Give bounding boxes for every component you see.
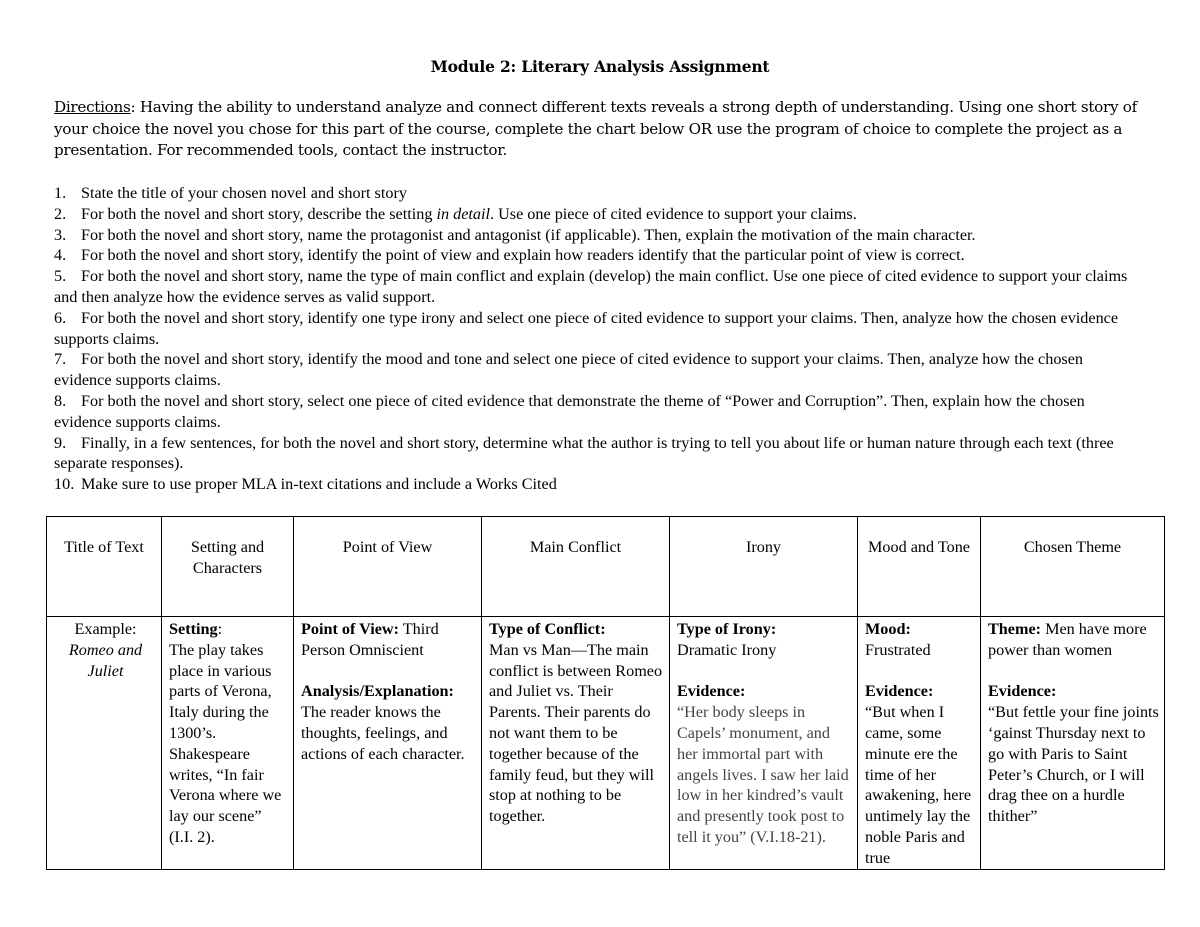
cell-irony (670, 617, 858, 870)
setting-label: Setting (169, 620, 218, 638)
list-item (54, 183, 1144, 204)
list-text: For both the novel and short story, name the protagonist and antagonist (if applicable). Then, explain the motivation of the main character. (81, 225, 976, 244)
list-text: For both the novel and short story, identify the mood and tone and select one piece of cited evidence to support your claims. Then, analyze how the chosen evidence supports claims. (54, 350, 1083, 390)
list-text-emphasis: in detail (436, 204, 490, 223)
page-title: Module 2: Literary Analysis Assignment (430, 57, 770, 76)
list-text: . Use one piece of cited evidence to support your claims. (489, 204, 857, 223)
mood-label: Mood: (865, 620, 911, 638)
column-header-mood-tone: Mood and Tone (858, 517, 981, 617)
directions-label: Directions (54, 98, 131, 116)
table-row (47, 617, 1165, 870)
list-number: 5. (54, 267, 67, 286)
list-text: For both the novel and short story, name the type of main conflict and explain (develop) the main conflict. Use one piece of cited evidence to support your claims and then analyze how the evidence serves as valid support. (54, 267, 1128, 306)
list-number: 7. (54, 350, 67, 369)
list-item (54, 349, 1144, 391)
example-label: Example: (74, 620, 137, 638)
column-header-main-conflict: Main Conflict (482, 517, 670, 617)
list-number: 4. (54, 246, 67, 265)
mood-value: Frustrated (865, 640, 931, 659)
pov-analysis-text: The reader knows the thoughts, feelings, and actions of each character. (301, 703, 465, 763)
cell-point-of-view (294, 617, 482, 870)
mood-evidence-label: Evidence: (865, 682, 934, 701)
irony-evidence-text: “Her body sleeps in Capels’ monument, and her immortal part with angels lives. I saw her laid low in her kindred’s vault and presently took post to tell it you” (V.I.18-21). (677, 703, 849, 846)
list-number: 10. (54, 475, 75, 494)
list-item (54, 474, 1144, 495)
pov-analysis-label: Analysis/Explanation: (301, 682, 454, 701)
list-item (54, 225, 1144, 246)
theme-evidence-text: “But fettle your fine joints ‘gainst Thursday next to go with Paris to Saint Peter’s Church, or I will drag thee on a hurdle thither” (988, 703, 1159, 826)
list-text: State the title of your chosen novel and short story (81, 184, 407, 202)
list-number: 2. (54, 204, 67, 223)
list-item (54, 308, 1144, 350)
list-number: 1. (54, 184, 67, 202)
irony-evidence-label: Evidence: (677, 682, 746, 701)
list-text: For both the novel and short story, identify the point of view and explain how readers identify that the particular point of view is correct. (81, 246, 965, 265)
list-text: Finally, in a few sentences, for both the novel and short story, determine what the author is trying to tell you about life or human nature through each text (three separate responses). (54, 433, 1114, 473)
column-header-theme: Chosen Theme (981, 517, 1165, 617)
list-text: For both the novel and short story, identify one type irony and select one piece of cited evidence to support your claims. Then, analyze how the chosen evidence supports claims. (54, 308, 1119, 348)
list-number: 6. (54, 308, 67, 327)
theme-value: Men have more power than women (988, 620, 1147, 659)
example-work-title: Romeo and Juliet (68, 640, 143, 680)
irony-value: Dramatic Irony (677, 640, 777, 659)
pov-label: Point of View: (301, 620, 400, 638)
list-item (54, 204, 1144, 225)
setting-text: The play takes place in various parts of Verona, Italy during the 1300’s. Shakespeare writes, “In fair Verona where we lay our scene” (I.I. 2). (169, 640, 282, 846)
list-text: Make sure to use proper MLA in-text citations and include a Works Cited (81, 475, 557, 494)
column-header-title: Title of Text (47, 517, 162, 617)
cell-theme (981, 617, 1165, 870)
list-number: 3. (54, 225, 67, 244)
list-item (54, 433, 1144, 475)
cell-title (47, 617, 162, 870)
conflict-text: Man vs Man—The main conflict is between Romeo and Juliet vs. Their Parents. Their parents do not want them to be together because of the family feud, but they will stop at nothing to be together. (489, 640, 663, 826)
directions-paragraph (54, 97, 1144, 162)
pov-value: Third Person Omniscient (301, 620, 439, 659)
theme-evidence-label: Evidence: (988, 682, 1057, 701)
column-header-setting: Setting and Characters (162, 517, 294, 617)
list-number: 9. (54, 433, 67, 452)
cell-main-conflict (482, 617, 670, 870)
cell-mood-tone (858, 617, 981, 870)
conflict-label: Type of Conflict: (489, 620, 606, 638)
cell-setting (162, 617, 294, 870)
list-number: 8. (54, 391, 67, 410)
theme-label: Theme: (988, 620, 1042, 638)
column-header-point-of-view: Point of View (294, 517, 482, 617)
analysis-chart (46, 516, 1165, 870)
list-item (54, 391, 1144, 433)
irony-label: Type of Irony: (677, 620, 777, 638)
directions-text: : Having the ability to understand analyze and connect different texts reveals a strong depth of understanding. Using one short story of your choice the novel you chose for this part of the course, complete the chart below OR use the program of choice to complete the project as a presentation. For recommended tools, contact the instructor. (54, 98, 1137, 159)
instruction-list (54, 183, 1144, 495)
mood-evidence-text: “But when I came, some minute ere the time of her awakening, here untimely lay the noble Paris and true (865, 703, 972, 867)
list-item (54, 266, 1144, 308)
list-item (54, 245, 1144, 266)
table-header-row (47, 517, 1165, 617)
list-text: For both the novel and short story, describe the setting (81, 204, 437, 223)
list-text: For both the novel and short story, select one piece of cited evidence that demonstrate the theme of “Power and Corruption”. Then, explain how the chosen evidence supports claims. (54, 391, 1085, 431)
setting-colon: : (217, 620, 223, 638)
column-header-irony: Irony (670, 517, 858, 617)
